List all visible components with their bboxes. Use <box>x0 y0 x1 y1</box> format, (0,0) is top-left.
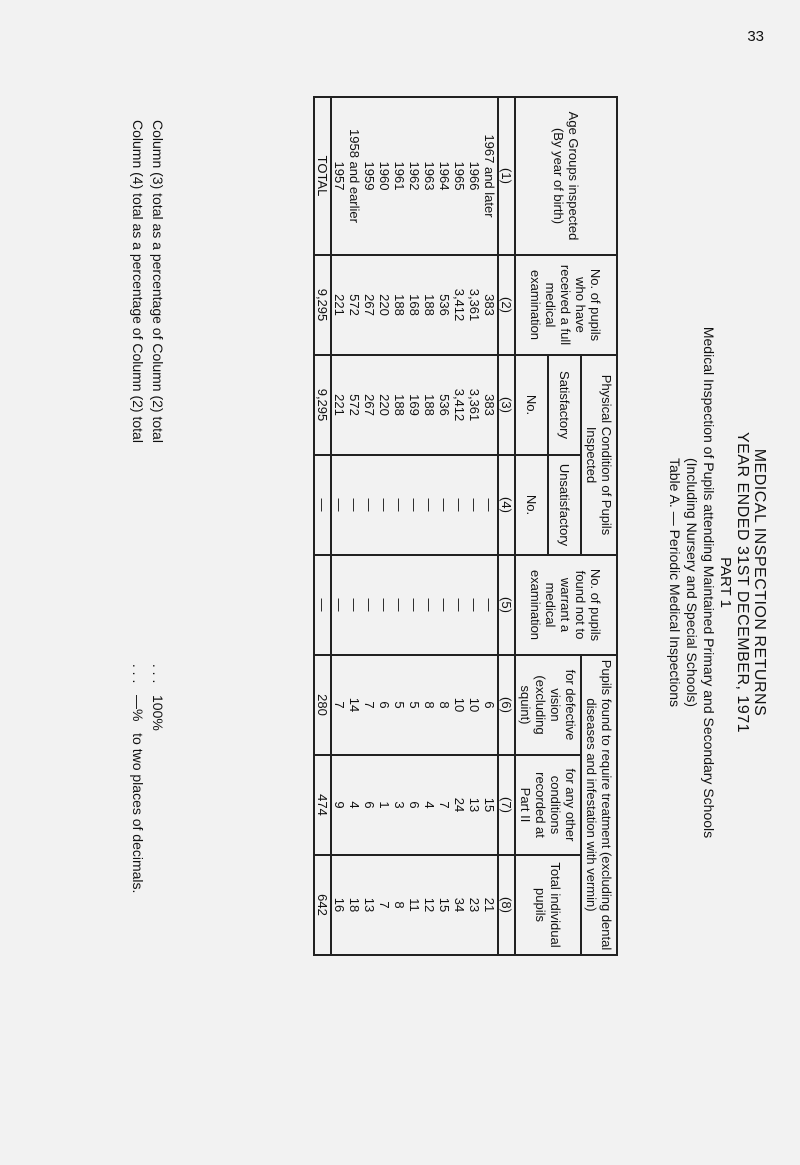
cell-unsatisfactory-row-1: — <box>467 498 482 512</box>
total-vision: 280 <box>314 655 331 755</box>
cell-not-warrant-row-8: — <box>362 598 377 612</box>
cell-vision-row-3: 8 <box>437 701 452 709</box>
cell-other-row-5: 6 <box>407 801 422 809</box>
title-line-3: PART 1 <box>717 557 734 608</box>
title-line-5: (Including Nursery and Special Schools) <box>684 457 700 707</box>
title-line-2: YEAR ENDED 31ST DECEMBER, 1971 <box>734 431 751 734</box>
col-num-6: (6) <box>498 655 515 755</box>
unsatisfactory-column <box>331 455 498 555</box>
col-num-1: (1) <box>498 97 515 255</box>
total-total: 642 <box>314 855 331 955</box>
satisfactory-column <box>331 355 498 455</box>
title-line-4: Medical Inspection of Pupils attending Maintained Primary and Secondary Schools <box>701 326 717 839</box>
cell-unsatisfactory-row-4: — <box>422 498 437 512</box>
cell-age-row-6: 1961 <box>392 161 407 191</box>
cell-received-row-3: 536 <box>437 294 452 316</box>
cell-received-row-1: 3,361 <box>467 288 482 322</box>
col-num-2: (2) <box>498 255 515 355</box>
page-number: 33 <box>747 28 764 45</box>
cell-total-row-5: 11 <box>407 898 422 912</box>
cell-total-row-6: 8 <box>392 901 407 909</box>
cell-not-warrant-row-5: — <box>407 598 422 612</box>
cell-total-row-0: 21 <box>482 897 497 913</box>
cell-unsatisfactory-row-0: — <box>482 498 497 512</box>
cell-unsatisfactory-row-5: — <box>407 498 422 512</box>
cell-satisfactory-row-7: 220 <box>377 394 392 416</box>
cell-total-row-4: 12 <box>422 897 437 913</box>
cell-not-warrant-row-3: — <box>437 598 452 612</box>
cell-other-row-10: 9 <box>332 801 347 809</box>
footnote-2-value: —% <box>130 695 146 722</box>
header-require-treatment: Pupils found to require treatment (excluding dental diseases and infestation with vermin) <box>581 655 617 955</box>
title-block <box>666 0 768 1165</box>
total-satisfactory: 9,295 <box>314 355 331 455</box>
cell-received-row-5: 168 <box>407 294 422 316</box>
cell-age-row-4: 1963 <box>422 161 437 191</box>
cell-vision-row-7: 6 <box>377 701 392 709</box>
header-total-individual: Total individual pupils <box>515 855 581 955</box>
cell-other-row-1: 13 <box>467 797 482 813</box>
cell-not-warrant-row-9: — <box>347 598 362 612</box>
received-column <box>331 255 498 355</box>
footnote-1-value: 100% <box>150 695 166 731</box>
header-received: No. of pupils who have received a full medical examination <box>515 255 617 355</box>
cell-vision-row-10: 7 <box>332 701 347 709</box>
cell-satisfactory-row-0: 383 <box>482 394 497 416</box>
cell-vision-row-0: 6 <box>482 701 497 709</box>
header-satisfactory: Satisfactory <box>548 355 581 455</box>
cell-other-row-7: 1 <box>377 801 392 809</box>
cell-received-row-6: 188 <box>392 294 407 316</box>
total-column <box>331 855 498 955</box>
cell-received-row-4: 188 <box>422 294 437 316</box>
header-age-groups: Age Groups inspected (By year of birth) <box>515 97 617 255</box>
footnote-1 <box>148 120 168 893</box>
cell-received-row-0: 383 <box>482 294 497 316</box>
cell-received-row-9: 572 <box>347 294 362 316</box>
cell-other-row-0: 15 <box>482 797 497 813</box>
header-other-conditions: for any other conditions recorded at Part II <box>515 755 581 855</box>
total-other: 474 <box>314 755 331 855</box>
cell-satisfactory-row-3: 536 <box>437 394 452 416</box>
title-line-1: MEDICAL INSPECTION RETURNS <box>751 448 768 717</box>
cell-vision-row-5: 5 <box>407 701 422 709</box>
cell-other-row-4: 4 <box>422 801 437 809</box>
total-unsatisfactory: — <box>314 455 331 555</box>
cell-total-row-10: 16 <box>332 897 347 913</box>
footnote-2-dots: . . . <box>130 663 146 684</box>
cell-unsatisfactory-row-8: — <box>362 498 377 512</box>
total-label: TOTAL <box>314 97 331 255</box>
cell-not-warrant-row-2: — <box>452 598 467 612</box>
footnote-1-dots: . . . <box>150 663 166 684</box>
age-column <box>331 97 498 255</box>
column-number-row <box>498 97 515 955</box>
header-physical-condition: Physical Condition of Pupils Inspected <box>581 355 617 555</box>
footnote-2 <box>128 120 148 893</box>
cell-other-row-8: 6 <box>362 801 377 809</box>
cell-other-row-2: 24 <box>452 797 467 813</box>
cell-vision-row-8: 7 <box>362 701 377 709</box>
col-num-5: (5) <box>498 555 515 655</box>
cell-age-row-1: 1966 <box>467 161 482 191</box>
col-num-4: (4) <box>498 455 515 555</box>
cell-satisfactory-row-2: 3,412 <box>452 388 467 422</box>
cell-unsatisfactory-row-3: — <box>437 498 452 512</box>
cell-received-row-7: 220 <box>377 294 392 316</box>
cell-not-warrant-row-7: — <box>377 598 392 612</box>
title-line-6: Table A. — Periodic Medical Inspections <box>667 457 683 707</box>
cell-satisfactory-row-8: 267 <box>362 394 377 416</box>
header-unsat-no: No. <box>515 455 548 555</box>
col-num-8: (8) <box>498 855 515 955</box>
footnote-1-text: Column (3) total as a percentage of Column (2) total <box>150 120 166 443</box>
cell-other-row-6: 3 <box>392 801 407 809</box>
cell-age-row-9: 1958 and earlier <box>347 129 362 223</box>
footnote-2-text: Column (4) total as a percentage of Column (2) total <box>130 120 146 443</box>
header-unsatisfactory: Unsatisfactory <box>548 455 581 555</box>
cell-received-row-8: 267 <box>362 294 377 316</box>
header-sat-no: No. <box>515 355 548 455</box>
cell-unsatisfactory-row-7: — <box>377 498 392 512</box>
cell-age-row-7: 1960 <box>377 161 392 191</box>
cell-unsatisfactory-row-9: — <box>347 498 362 512</box>
vision-column <box>331 655 498 755</box>
footnotes <box>128 120 168 893</box>
cell-satisfactory-row-4: 188 <box>422 394 437 416</box>
cell-age-row-2: 1965 <box>452 161 467 191</box>
cell-total-row-3: 15 <box>437 897 452 913</box>
cell-total-row-1: 23 <box>467 897 482 913</box>
col-num-3: (3) <box>498 355 515 455</box>
cell-received-row-2: 3,412 <box>452 288 467 322</box>
footnote-2-suffix: to two places of decimals. <box>130 733 146 894</box>
cell-total-row-8: 13 <box>362 897 377 913</box>
cell-other-row-3: 7 <box>437 801 452 809</box>
cell-total-row-9: 18 <box>347 897 362 913</box>
cell-satisfactory-row-10: 221 <box>332 394 347 416</box>
cell-age-row-10: 1957 <box>332 161 347 191</box>
total-row <box>314 97 331 955</box>
cell-age-row-0: 1967 and later <box>482 134 497 218</box>
cell-unsatisfactory-row-6: — <box>392 498 407 512</box>
cell-not-warrant-row-4: — <box>422 598 437 612</box>
data-rows <box>331 97 498 955</box>
cell-other-row-9: 4 <box>347 801 362 809</box>
cell-vision-row-9: 14 <box>347 697 362 713</box>
col-num-7: (7) <box>498 755 515 855</box>
not-warrant-column <box>331 555 498 655</box>
cell-satisfactory-row-1: 3,361 <box>467 388 482 422</box>
cell-received-row-10: 221 <box>332 294 347 316</box>
other-column <box>331 755 498 855</box>
cell-vision-row-6: 5 <box>392 701 407 709</box>
cell-satisfactory-row-9: 572 <box>347 394 362 416</box>
cell-unsatisfactory-row-2: — <box>452 498 467 512</box>
cell-vision-row-4: 8 <box>422 701 437 709</box>
cell-total-row-7: 7 <box>377 901 392 909</box>
cell-not-warrant-row-1: — <box>467 598 482 612</box>
cell-total-row-2: 34 <box>452 897 467 913</box>
cell-unsatisfactory-row-10: — <box>332 498 347 512</box>
inspection-table <box>313 96 618 956</box>
cell-not-warrant-row-10: — <box>332 598 347 612</box>
cell-age-row-5: 1962 <box>407 161 422 191</box>
cell-vision-row-2: 10 <box>452 697 467 713</box>
header-not-warrant: No. of pupils found not to warrant a medical examination <box>515 555 617 655</box>
cell-vision-row-1: 10 <box>467 697 482 713</box>
cell-satisfactory-row-5: 169 <box>407 394 422 416</box>
total-not-warrant: — <box>314 555 331 655</box>
total-received: 9,295 <box>314 255 331 355</box>
cell-not-warrant-row-6: — <box>392 598 407 612</box>
cell-satisfactory-row-6: 188 <box>392 394 407 416</box>
cell-age-row-8: 1959 <box>362 161 377 191</box>
cell-age-row-3: 1964 <box>437 161 452 191</box>
cell-not-warrant-row-0: — <box>482 598 497 612</box>
header-defective-vision: for defective vision (excluding squint) <box>515 655 581 755</box>
